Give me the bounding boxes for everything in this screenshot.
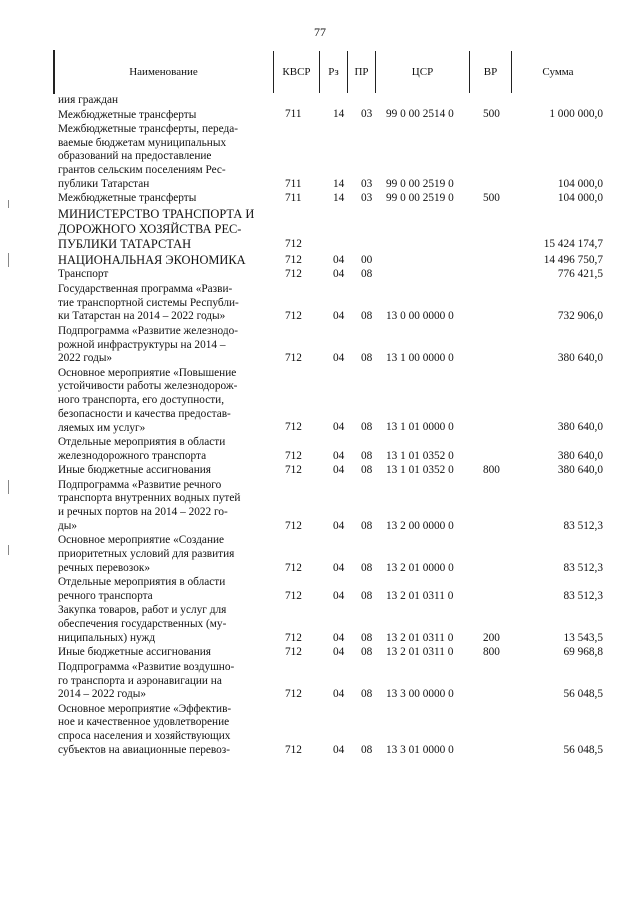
- row-name-line: Отдельные мероприятия в области: [58, 436, 226, 448]
- cell-rz: 04: [333, 310, 345, 323]
- cell-rz: 04: [333, 688, 345, 701]
- row-name-line: ды»: [58, 519, 77, 532]
- cell-pr: 08: [361, 743, 373, 756]
- cell-pr: 03: [361, 192, 373, 205]
- cell-rz: 04: [333, 589, 345, 602]
- row-name-line: МИНИСТЕРСТВО ТРАНСПОРТА И: [58, 206, 255, 221]
- cell-sum: 380 640,0: [557, 464, 603, 477]
- cell-vr: 500: [483, 192, 500, 205]
- cell-rz: 04: [333, 631, 345, 644]
- cell-rz: 04: [333, 352, 345, 365]
- table-row: [58, 661, 603, 702]
- row-name-line: НАЦИОНАЛЬНАЯ ЭКОНОМИКА: [58, 252, 246, 267]
- row-name-line: железнодорожного транспорта: [58, 449, 207, 462]
- cell-pr: 08: [361, 688, 373, 701]
- cell-sum: 83 512,3: [563, 589, 603, 602]
- table-header: [53, 50, 574, 94]
- ministry-row: [58, 253, 603, 268]
- row-name-line: речных перевозок»: [58, 561, 150, 574]
- row-name-line: Межбюджетные трансферты: [58, 108, 197, 121]
- row-name: [58, 464, 270, 478]
- header-rz: Рз: [320, 51, 348, 93]
- row-name-line: рожной инфраструктуры на 2014 –: [58, 338, 226, 351]
- row-name-line: обеспечения государственных (му-: [58, 618, 227, 631]
- row-name-line: Подпрограмма «Развитие воздушно-: [58, 660, 235, 673]
- table-row: [58, 479, 603, 534]
- table-row: [58, 604, 603, 645]
- cell-sum: 776 421,5: [557, 268, 603, 281]
- table-row: [58, 325, 603, 366]
- table-row: [58, 646, 603, 660]
- row-name: [58, 268, 270, 282]
- cell-rz: 14: [333, 108, 345, 121]
- row-name: [58, 283, 270, 324]
- row-name-line: Подпрограмма «Развитие железнодо-: [58, 324, 238, 337]
- row-name-line: и речных портов на 2014 – 2022 го-: [58, 506, 228, 519]
- row-name-line: Подпрограмма «Развитие речного: [58, 478, 222, 491]
- page-number: 77: [314, 25, 326, 39]
- row-name-line: Межбюджетные трансферты: [58, 192, 197, 205]
- cell-csr: 13 2 01 0311 0: [386, 589, 454, 602]
- cell-sum: 13 543,5: [563, 631, 603, 644]
- cell-csr: 13 2 01 0000 0: [386, 561, 454, 574]
- cell-rz: 04: [333, 253, 345, 266]
- cell-sum: 83 512,3: [563, 561, 603, 574]
- cell-pr: 00: [361, 253, 373, 266]
- cell-kvsr: 712: [285, 743, 302, 756]
- cell-pr: 03: [361, 177, 373, 190]
- cell-sum: 69 968,8: [563, 646, 603, 659]
- row-name-line: безопасности и качества предостав-: [58, 407, 231, 420]
- row-name-line: 2022 годы»: [58, 352, 113, 365]
- row-name-line: иия граждан: [58, 94, 119, 106]
- cell-sum: 83 512,3: [563, 519, 603, 532]
- cell-sum: 104 000,0: [557, 192, 603, 205]
- cell-rz: 04: [333, 421, 345, 434]
- cell-rz: 04: [333, 519, 345, 532]
- cell-kvsr: 712: [285, 421, 302, 434]
- cell-kvsr: 712: [285, 631, 302, 644]
- cell-rz: 04: [333, 743, 345, 756]
- row-name-line: Иные бюджетные ассигнования: [58, 646, 211, 659]
- cell-pr: 08: [361, 421, 373, 434]
- row-name: [58, 646, 270, 660]
- scan-mark: [8, 480, 9, 494]
- scan-mark: [8, 253, 9, 267]
- cell-pr: 08: [361, 519, 373, 532]
- row-name-line: субъектов на авиационные перевоз-: [58, 743, 231, 756]
- row-name: [58, 253, 270, 268]
- row-name-line: Основное мероприятие «Повышение: [58, 366, 237, 379]
- table-row: [58, 703, 603, 758]
- row-name-line: грантов сельским поселениям Рес-: [58, 164, 226, 177]
- cell-pr: 03: [361, 108, 373, 121]
- table-row: [58, 576, 603, 603]
- cell-rz: 04: [333, 561, 345, 574]
- row-name-line: ниципальных) нужд: [58, 631, 156, 644]
- cell-kvsr: 712: [285, 449, 302, 462]
- cell-csr: 13 0 00 0000 0: [386, 310, 454, 323]
- row-name: [58, 367, 270, 436]
- cell-rz: 04: [333, 268, 345, 281]
- row-name: [58, 207, 270, 252]
- cell-kvsr: 712: [285, 310, 302, 323]
- row-name: [58, 576, 270, 603]
- row-name-line: Закупка товаров, работ и услуг для: [58, 604, 227, 617]
- scan-mark: [8, 200, 9, 208]
- row-name-line: ДОРОЖНОГО ХОЗЯЙСТВА РЕС-: [58, 221, 242, 236]
- row-name: [58, 94, 270, 108]
- cell-kvsr: 712: [285, 561, 302, 574]
- row-name-line: публики Татарстан: [58, 177, 150, 190]
- row-name-line: Основное мероприятие «Создание: [58, 534, 225, 547]
- row-name: [58, 325, 270, 366]
- cell-rz: 04: [333, 449, 345, 462]
- cell-csr: 13 3 01 0000 0: [386, 743, 454, 756]
- row-name: [58, 123, 270, 192]
- cell-kvsr: 711: [285, 192, 302, 205]
- row-name-line: Отдельные мероприятия в области: [58, 576, 226, 589]
- cell-kvsr: 711: [285, 108, 302, 121]
- row-name: [58, 661, 270, 702]
- row-name-line: 2014 – 2022 годы»: [58, 688, 146, 701]
- row-name-line: ПУБЛИКИ ТАТАРСТАН: [58, 236, 192, 251]
- cell-vr: 500: [483, 108, 500, 121]
- cell-sum: 104 000,0: [557, 177, 603, 190]
- row-name: [58, 109, 270, 123]
- row-name-line: ваемые бюджетам муниципальных: [58, 136, 227, 149]
- cell-pr: 08: [361, 646, 373, 659]
- table-row: [58, 123, 603, 192]
- row-name: [58, 479, 270, 534]
- row-name-line: ки Татарстан на 2014 – 2022 годы»: [58, 310, 226, 323]
- cell-kvsr: 712: [285, 688, 302, 701]
- cell-pr: 08: [361, 464, 373, 477]
- header-sum: Сумма: [542, 66, 574, 78]
- row-name: [58, 703, 270, 758]
- row-name-line: ное и качественное удовлетворение: [58, 716, 230, 729]
- header-csr: ЦСР: [376, 51, 470, 93]
- row-name-line: спроса населения и хозяйствующих: [58, 730, 231, 743]
- cell-sum: 380 640,0: [557, 421, 603, 434]
- cell-sum: 380 640,0: [557, 352, 603, 365]
- row-name: [58, 604, 270, 645]
- row-name-line: ляемых им услуг»: [58, 421, 146, 434]
- cell-csr: 13 1 01 0352 0: [386, 464, 454, 477]
- cell-sum: 1 000 000,0: [549, 108, 603, 121]
- header-kvsr: КВСР: [274, 51, 320, 93]
- cell-csr: 13 1 00 0000 0: [386, 352, 454, 365]
- row-name-line: Основное мероприятие «Эффектив-: [58, 702, 232, 715]
- cell-rz: 14: [333, 192, 345, 205]
- cell-csr: 99 0 00 2519 0: [386, 192, 454, 205]
- row-name-line: Иные бюджетные ассигнования: [58, 464, 211, 477]
- cell-kvsr: 712: [285, 268, 302, 281]
- table-row: [58, 436, 603, 463]
- cell-pr: 08: [361, 589, 373, 602]
- cell-csr: 13 1 01 0352 0: [386, 449, 454, 462]
- cell-kvsr: 712: [285, 464, 302, 477]
- cell-sum: 15 424 174,7: [543, 238, 603, 251]
- table-row: [58, 268, 603, 282]
- table-row: [58, 464, 603, 478]
- cell-sum: 14 496 750,7: [543, 253, 603, 266]
- cell-kvsr: 712: [285, 352, 302, 365]
- row-name-line: Межбюджетные трансферты, переда-: [58, 123, 239, 135]
- ministry-row: [58, 207, 603, 252]
- cell-kvsr: 712: [285, 238, 302, 251]
- cell-pr: 08: [361, 631, 373, 644]
- row-name: [58, 534, 270, 575]
- cell-pr: 08: [361, 449, 373, 462]
- cell-rz: 14: [333, 177, 345, 190]
- row-name-line: ного транспорта, его доступности,: [58, 394, 225, 407]
- header-vr: ВР: [470, 51, 512, 93]
- table-row: [58, 94, 603, 108]
- cell-vr: 800: [483, 464, 500, 477]
- cell-csr: 99 0 00 2514 0: [386, 108, 454, 121]
- cell-kvsr: 712: [285, 589, 302, 602]
- cell-csr: 13 2 01 0311 0: [386, 631, 454, 644]
- row-name-line: устойчивости работы железнодорож-: [58, 380, 238, 393]
- cell-vr: 200: [483, 631, 500, 644]
- cell-rz: 04: [333, 464, 345, 477]
- cell-sum: 380 640,0: [557, 449, 603, 462]
- cell-sum: 56 048,5: [563, 688, 603, 701]
- table-row: [58, 192, 603, 206]
- row-name-line: транспорта внутренних водных путей: [58, 492, 241, 505]
- cell-kvsr: 712: [285, 519, 302, 532]
- scan-mark: [8, 545, 9, 555]
- cell-pr: 08: [361, 561, 373, 574]
- cell-csr: 13 1 01 0000 0: [386, 421, 454, 434]
- row-name-line: приоритетных условий для развития: [58, 548, 235, 560]
- row-name-line: Транспорт: [58, 268, 109, 281]
- cell-pr: 08: [361, 310, 373, 323]
- row-name-line: образований на предоставление: [58, 150, 212, 163]
- cell-rz: 04: [333, 646, 345, 659]
- cell-kvsr: 712: [285, 646, 302, 659]
- table-row: [58, 283, 603, 324]
- table-row: [58, 534, 603, 575]
- cell-vr: 800: [483, 646, 500, 659]
- cell-csr: 13 2 00 0000 0: [386, 519, 454, 532]
- cell-sum: 732 906,0: [557, 310, 603, 323]
- cell-csr: 13 2 01 0311 0: [386, 646, 454, 659]
- cell-kvsr: 711: [285, 177, 302, 190]
- cell-kvsr: 712: [285, 253, 302, 266]
- cell-sum: 56 048,5: [563, 743, 603, 756]
- row-name: [58, 436, 270, 463]
- row-name-line: го транспорта и аэронавигации на: [58, 674, 222, 687]
- row-name-line: Государственная программа «Разви-: [58, 282, 233, 295]
- cell-pr: 08: [361, 268, 373, 281]
- cell-csr: 13 3 00 0000 0: [386, 688, 454, 701]
- table-row: [58, 367, 603, 436]
- row-name: [58, 192, 270, 206]
- header-pr: ПР: [348, 51, 376, 93]
- row-name-line: речного транспорта: [58, 589, 153, 602]
- cell-csr: 99 0 00 2519 0: [386, 177, 454, 190]
- row-name-line: тие транспортной системы Республи-: [58, 296, 239, 309]
- header-name: Наименование: [54, 51, 274, 93]
- cell-pr: 08: [361, 352, 373, 365]
- table-row: [58, 109, 603, 123]
